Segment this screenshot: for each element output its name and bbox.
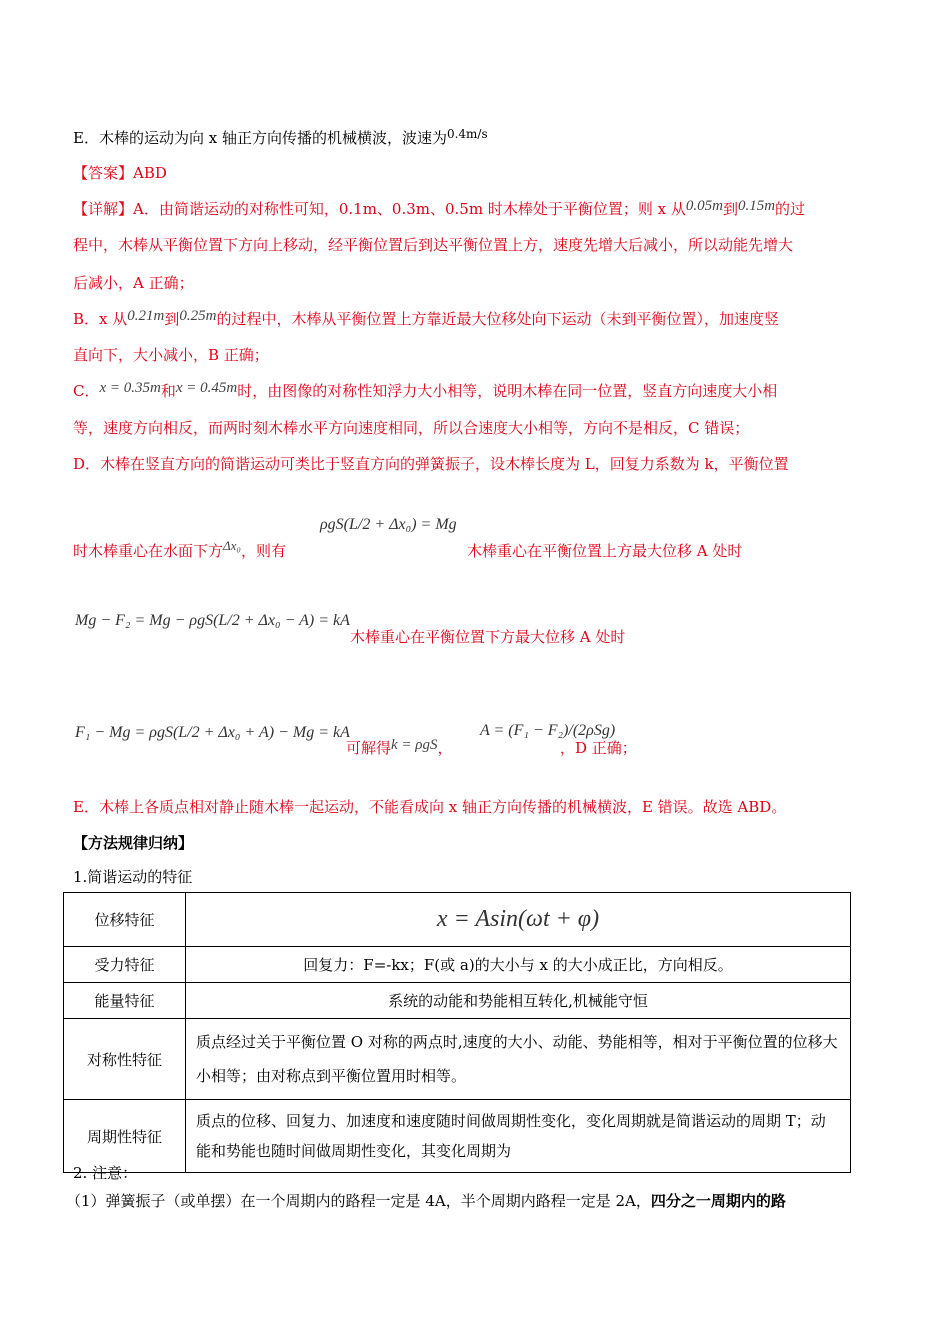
shm-features-table: [63, 892, 851, 1173]
detail-d-dx0: Δx₀: [223, 538, 241, 553]
detail-a-tail: 的过: [775, 200, 806, 218]
table-row: [64, 1019, 851, 1100]
detail-c-eq2: x = 0.45m: [175, 380, 238, 396]
option-e-question: [73, 127, 878, 150]
detail-d-line3-tail: 木棒重心在平衡位置下方最大位移 A 处时: [350, 628, 626, 646]
method-heading: 【方法规律归纳】: [73, 834, 194, 852]
detail-d-comma: ，: [437, 739, 453, 757]
detail-c-line2: 等，速度方向相反，而两时刻木棒水平方向速度相同，所以合速度大小相等，方向不是相反，C 错误；: [73, 419, 750, 437]
detail-e-line: E．木棒上各质点相对静止随木棒一起运动，不能看成向 x 轴正方向传播的机械横波，E 错误。故选 ABD。: [73, 798, 787, 816]
detail-b-value2: 0.25m: [179, 308, 217, 324]
detail-d-line2-tail: 木棒重心在平衡位置上方最大位移 A 处时: [467, 542, 743, 560]
detail-d-then: ，则有: [240, 542, 286, 560]
option-e-text: E．木棒的运动为向 x 轴正方向传播的机械横波，波速为: [73, 129, 447, 147]
detail-c-tail: 时，由图像的对称性知浮力大小相等，说明木棒在同一位置，竖直方向速度大小相: [237, 382, 778, 400]
detail-c-text: C．: [73, 382, 100, 400]
table-row: [64, 947, 851, 983]
answer-line: [73, 162, 878, 184]
note-1-text: （1）弹簧振子（或单摆）在一个周期内的路程一定是 4A，半个周期内路程一定是 2A，: [66, 1192, 651, 1210]
detail-c-eq1: x = 0.35m: [99, 380, 161, 396]
detail-b-line1: [73, 308, 878, 331]
table-cell-label: 能量特征: [64, 983, 186, 1019]
detail-d-line4: [346, 737, 453, 760]
answer-value: ABD: [133, 164, 167, 182]
table-cell-label: 对称性特征: [64, 1019, 186, 1100]
table-row: [64, 983, 851, 1019]
detail-b-to: 到: [164, 310, 180, 328]
detail-b-tail: 的过程中，木棒从平衡位置上方靠近最大位移处向下运动（未到平衡位置），加速度竖: [216, 310, 779, 328]
table-cell-label: 位移特征: [64, 893, 186, 947]
detail-a-value1: 0.05m: [685, 198, 723, 214]
detail-a-line3: 后减小，A 正确；: [73, 274, 194, 292]
table-cell-content: 回复力：F=-kx；F(或 a)的大小与 x 的大小成正比，方向相反。: [186, 947, 851, 983]
detail-c-line1: [73, 380, 878, 403]
detail-a-line2: 程中，木棒从平衡位置下方向上移动，经平衡位置后到达平衡位置上方，速度先增大后减小，所以动能先增大: [73, 236, 794, 254]
table-cell-content: 质点经过关于平衡位置 O 对称的两点时,速度的大小、动能、势能相等，相对于平衡位置的位移大小相等；由对称点到平衡位置用时相等。: [186, 1019, 851, 1100]
displacement-formula: x = Asin(ωt + φ): [436, 906, 600, 932]
table-cell-label: 受力特征: [64, 947, 186, 983]
method-subheading: 1.简谐运动的特征: [73, 868, 193, 886]
table-cell-content: [186, 893, 851, 947]
equation-3-text: F₁ − Mg = ρgS(L/2 + Δx₀ + A) − Mg = kA: [75, 724, 350, 741]
detail-b-value1: 0.21m: [127, 308, 165, 324]
table-cell-content: 系统的动能和势能相互转化,机械能守恒: [186, 983, 851, 1019]
detail-a-line1: [73, 198, 878, 221]
table-cell-label: 周期性特征: [64, 1100, 186, 1173]
detail-d-line1: D．木棒在竖直方向的简谐运动可类比于竖直方向的弹簧振子，设木棒长度为 L，回复力系数为 k，平衡位置: [73, 455, 789, 473]
detail-d-solve: 可解得: [346, 739, 392, 757]
equation-2: [75, 608, 350, 634]
detail-d-k: k = ρgS: [391, 737, 438, 753]
table-row: [64, 893, 851, 947]
equation-3: [75, 720, 350, 746]
equation-1: [320, 512, 457, 538]
detail-b-line2: 直向下，大小减小，B 正确；: [73, 346, 269, 364]
note-1: [66, 1190, 878, 1212]
answer-label: 【答案】: [73, 164, 134, 182]
detail-d-line4-tail: ，D 正确；: [560, 739, 637, 757]
detail-a-text: 【详解】A．由简谐运动的对称性可知，0.1m、0.3m、0.5m 时木棒处于平衡位置；则 x 从: [73, 200, 686, 218]
equation-2-text: Mg − F₂ = Mg − ρgS(L/2 + Δx₀ − A) = kA: [75, 612, 350, 629]
note-1-bold: 四分之一周期内的路: [650, 1192, 786, 1210]
equation-4-text: A = (F₁ − F₂)/(2ρSg): [480, 722, 616, 739]
detail-b-text: B．x 从: [73, 310, 128, 328]
detail-c-and: 和: [160, 382, 176, 400]
equation-1-text: ρgS(L/2 + Δx₀) = Mg: [320, 516, 457, 533]
note-heading: 2. 注意：: [73, 1164, 138, 1182]
table-cell-content: 质点的位移、回复力、加速度和速度随时间做周期性变化，变化周期就是简谐运动的周期 T；动能和势能也随时间做周期性变化，其变化周期为: [186, 1100, 851, 1173]
detail-a-to: 到: [722, 200, 738, 218]
detail-d-text: 时木棒重心在水面下方: [73, 542, 224, 560]
detail-a-value2: 0.15m: [737, 198, 776, 214]
option-e-wave-speed: 0.4m/s: [446, 127, 488, 141]
